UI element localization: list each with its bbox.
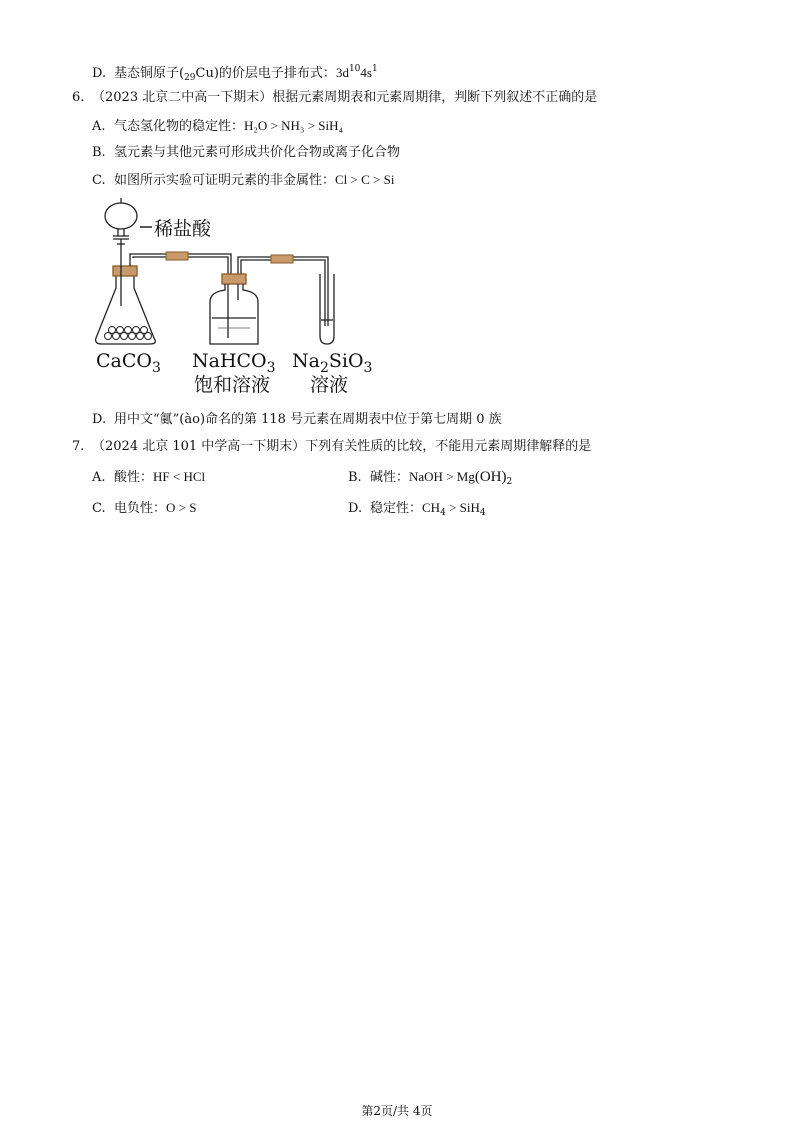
- option-label: D.: [92, 66, 107, 81]
- option-label: B.: [92, 145, 106, 160]
- config-3d-sup: 10: [348, 64, 361, 74]
- option-label: D.: [92, 412, 107, 427]
- option-label: C.: [92, 501, 106, 516]
- option-formula-2: > SiH: [445, 500, 480, 515]
- q5-option-d: [92, 60, 378, 87]
- option-formula: HF < HCl: [153, 469, 206, 484]
- option-text: 如图所示实验可证明元素的非金属性：: [114, 173, 336, 188]
- option-formula-sub: 4: [440, 508, 446, 518]
- separatory-funnel: [105, 198, 152, 251]
- option-formula-sub-2: 4: [479, 508, 486, 518]
- option-formula: Cl > C > Si: [335, 172, 395, 187]
- option-formula-paren: (OH): [474, 469, 507, 485]
- q6-option-c: [92, 171, 394, 190]
- question-7-stem: （2024 北京 101 中学高一下期末）下列有关性质的比较，不能用元素周期律解释的是: [92, 439, 592, 454]
- flask-label: CaCO$_3$: [96, 350, 161, 376]
- option-label: A.: [92, 119, 106, 134]
- option-text: 电负性：: [114, 501, 167, 516]
- question-6-stem: （2023 北京二中高一下期末）根据元素周期表和元素周期律，判断下列叙述不正确的是: [92, 90, 598, 105]
- option-text: 基态铜原子(: [114, 66, 185, 81]
- q7-option-d: [348, 499, 486, 522]
- question-7-number: 7.: [72, 439, 85, 454]
- option-text: 用中文“鿫”(ào)命名的第 118 号元素在周期表中位于第七周期 0 族: [114, 412, 502, 427]
- q6-option-a: [92, 117, 343, 136]
- q6-option-d: [92, 411, 502, 429]
- funnel-label: 稀盐酸: [154, 218, 212, 240]
- config-3d: 3d: [335, 65, 349, 80]
- config-4s: 4s: [360, 65, 372, 80]
- option-label: B.: [348, 470, 362, 485]
- option-formula: NaOH > Mg: [409, 469, 475, 484]
- q7-option-b: [348, 468, 512, 491]
- option-text: 碱性：: [370, 470, 410, 485]
- page-footer: 第2页/共 4页: [361, 1104, 433, 1118]
- atomic-number: 29: [184, 73, 196, 83]
- option-label: C.: [92, 173, 106, 188]
- option-formula: O > S: [166, 500, 197, 515]
- option-formula-sub: 2: [506, 477, 513, 487]
- tube-label-2: 溶液: [310, 374, 349, 396]
- connecting-tubes: [130, 254, 328, 326]
- rubber-connector: [166, 252, 188, 260]
- option-formula: CH: [422, 500, 441, 515]
- option-text: 稳定性：: [370, 501, 423, 516]
- bottle-label: NaHCO$_3$: [192, 350, 276, 376]
- rubber-connector: [271, 255, 293, 263]
- option-label: A.: [92, 470, 106, 485]
- option-text: 酸性：: [114, 470, 154, 485]
- apparatus-diagram: [88, 196, 388, 401]
- option-text-cont: Cu)的价层电子排布式：: [195, 66, 336, 81]
- q7-option-c: [92, 499, 196, 518]
- option-text: 氢元素与其他元素可形成共价化合物或离子化合物: [114, 145, 401, 160]
- question-6-number: 6.: [72, 90, 85, 105]
- wash-bottle: [210, 274, 258, 344]
- tube-label: $Na_2SiO_3$: [292, 350, 373, 376]
- config-4s-sup: 1: [371, 64, 378, 74]
- option-formula: H₂O > NH₃ > SiH₄: [244, 118, 344, 133]
- option-text: 气态氢化物的稳定性：: [114, 119, 245, 134]
- caco3-pellets: [105, 327, 152, 340]
- bottle-label-2: 饱和溶液: [194, 374, 271, 396]
- option-label: D.: [348, 501, 363, 516]
- q6-option-b: [92, 144, 400, 162]
- q7-option-a: [92, 468, 205, 487]
- test-tube: [320, 274, 334, 344]
